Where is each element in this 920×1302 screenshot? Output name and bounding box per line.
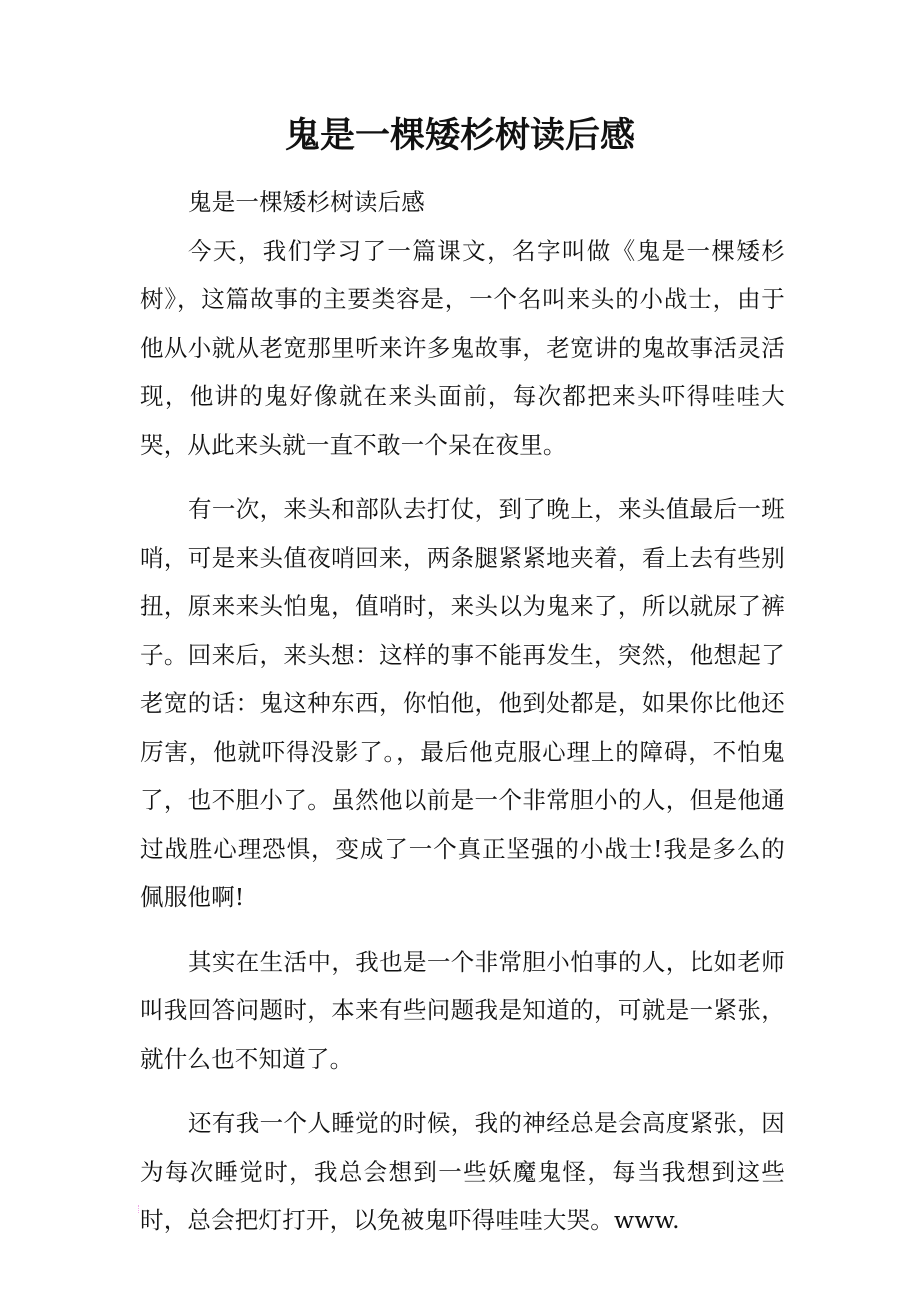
paragraph-4: 还有我一个人睡觉的时候，我的神经总是会高度紧张，因为每次睡觉时，我总会想到一些妖魔鬼怪，每当我想到这些时，总会把灯打开，以免被鬼吓得哇哇大哭。www. [140, 1109, 785, 1234]
paragraph-1: 今天，我们学习了一篇课文，名字叫做《鬼是一棵矮杉树》，这篇故事的主要类容是，一个名叫来头的小战士，由于他从小就从老宽那里听来许多鬼故事，老宽讲的鬼故事活灵活现，他讲的鬼好像就在来头面前，每次都把来头吓得哇哇大哭，从此来头就一直不敢一个呆在夜里。 [140, 236, 785, 459]
document-title: 鬼是一棵矮杉树读后感 [284, 115, 635, 156]
document-subtitle: 鬼是一棵矮杉树读后感 [188, 188, 425, 216]
page-edge-mark [138, 1205, 141, 1213]
document-body [140, 178, 785, 1261]
paragraph-3: 其实在生活中，我也是一个非常胆小怕事的人，比如老师叫我回答问题时，本来有些问题我是知道的，可就是一紧张，就什么也不知道了。 [140, 947, 785, 1073]
paragraph-2: 有一次，来头和部队去打仗，到了晚上，来头值最后一班哨，可是来头值夜哨回来，两条腿紧紧地夹着，看上去有些别扭，原来来头怕鬼，值哨时，来头以为鬼来了，所以就尿了裤子。回来后，来头想：这样的事不能再发生，突然，他想起了老宽的话：鬼这种东西，你怕他，他到处都是，如果你比他还厉害，他就吓得没影了。，最后他克服心理上的障碍，不怕鬼了，也不胆小了。虽然他以前是一个非常胆小的人，但是他通过战胜心理恐惧，变成了一个真正坚强的小战士!我是多么的佩服他啊! [140, 495, 785, 911]
